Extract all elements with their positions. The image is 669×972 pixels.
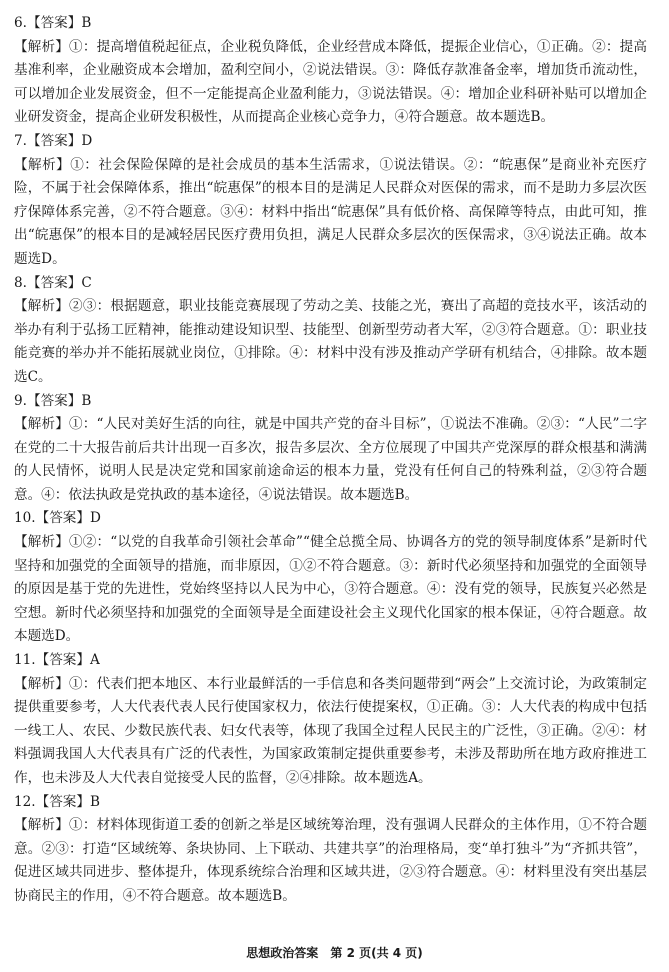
- explanation-text: 【解析】①：“人民对美好生活的向往，就是中国共产党的奋斗目标”，①说法不准确。②③：“人民”二字在党的二十大报告前后共计出现一百多次，报告多层次、全方位展现了中国共产党深厚的群众根基和满满的人民情怀，说明人民是决定党和国家前途命运的根本力量，党没有任何自己的特殊利益，②③符合题意。④：依法执政是党执政的基本途径，④说法错误。故本题选B。: [14, 416, 647, 503]
- question-block: [14, 130, 647, 272]
- answer-line: 7.【答案】D: [14, 132, 93, 149]
- explanation-text: 【解析】①②：“以党的自我革命引领社会革命”“健全总揽全局、协调各方的党的领导制度体系”是新时代坚持和加强党的全面领导的措施，而非原因，①②不符合题意。③：新时代必须坚持和加强党的全面领导的原因是基于党的先进性，党始终坚持以人民为中心，③符合题意。④：没有党的领导，民族复兴必然是空想。新时代必须坚持和加强党的全面领导是全面建设社会主义现代化国家的根本保证，④符合题意。故本题选D。: [14, 534, 647, 645]
- footer-page-number: 第 2 页(共 4 页): [330, 946, 423, 960]
- footer-subject: 思想政治答案: [246, 946, 319, 960]
- answer-line: 6.【答案】B: [14, 15, 92, 31]
- question-block: [14, 390, 647, 508]
- question-block: [14, 649, 647, 791]
- question-block: [14, 272, 647, 390]
- explanation-text: 【解析】①：材料体现街道工委的创新之举是区域统筹治理，没有强调人民群众的主体作用，①不符合题意。②③：打造“区域统筹、条块协同、上下联动、共建共享”的治理格局，变“单打独斗”为“齐抓共管”，促进区域共同进步、整体提升，体现系统综合治理和区域共进，②③符合题意。④：材料里没有突出基层协商民主的作用，④不符合题意。故本题选B。: [14, 817, 647, 904]
- answer-line: 9.【答案】B: [14, 392, 92, 409]
- question-block: [14, 791, 647, 909]
- explanation-text: 【解析】②③：根据题意，职业技能竞赛展现了劳动之美、技能之光，赛出了高超的竞技水平，该活动的举办有利于弘扬工匠精神，能推动建设知识型、技能型、创新型劳动者大军，②③符合题意。①：职业技能竞赛的举办并不能拓展就业岗位，①排除。④：材料中没有涉及推动产学研有机结合，④排除。故本题选C。: [14, 298, 647, 385]
- question-block: [14, 507, 647, 649]
- question-block: [14, 12, 647, 130]
- answer-line: 11.【答案】A: [14, 652, 100, 669]
- page-footer: [0, 942, 669, 966]
- question-list: [14, 12, 647, 909]
- explanation-text: 【解析】①：提高增值税起征点，企业税负降低，企业经营成本降低，提振企业信心，①正确。②：提高基准利率，企业融资成本会增加，盈利空间小，②说法错误。③：降低存款准备金率，增加货币流动性，可以增加企业发展资金，但不一定能提高企业盈利能力，③说法错误。④：增加企业科研补贴可以增加企业研发资金，提高企业研发积极性，从而提高企业核心竞争力，④符合题意。故本题选B。: [14, 38, 647, 126]
- explanation-text: 【解析】①：代表们把本地区、本行业最鲜活的一手信息和各类问题带到“两会”上交流讨论，为政策制定提供重要参考，人大代表代表人民行使国家权力，依法行使提案权，①正确。③：人大代表的构成中包括一线工人、农民、少数民族代表、妇女代表等，体现了我国全过程人民民主的广泛性，③正确。②④：材料强调我国人大代表具有广泛的代表性，为国家政策制定提供重要参考，未涉及帮助所在地方政府推进工作，也未涉及人大代表自觉接受人民的监督，②④排除。故本题选A。: [14, 675, 647, 786]
- explanation-text: 【解析】①：社会保险保障的是社会成员的基本生活需求，①说法错误。②：“皖惠保”是商业补充医疗险，不属于社会保障体系，推出“皖惠保”的根本目的是满足人民群众对医保的需求，而不是助力多层次医疗保障体系完善，②不符合题意。③④：材料中指出“皖惠保”具有低价格、高保障等特点，由此可知，推出“皖惠保”的根本目的是减轻居民医疗费用负担，满足人民群众多层次的医保需求，③④说法正确。故本题选D。: [14, 156, 647, 267]
- answer-line: 10.【答案】D: [14, 510, 101, 527]
- answer-line: 8.【答案】C: [14, 274, 92, 291]
- answer-line: 12.【答案】B: [14, 793, 100, 810]
